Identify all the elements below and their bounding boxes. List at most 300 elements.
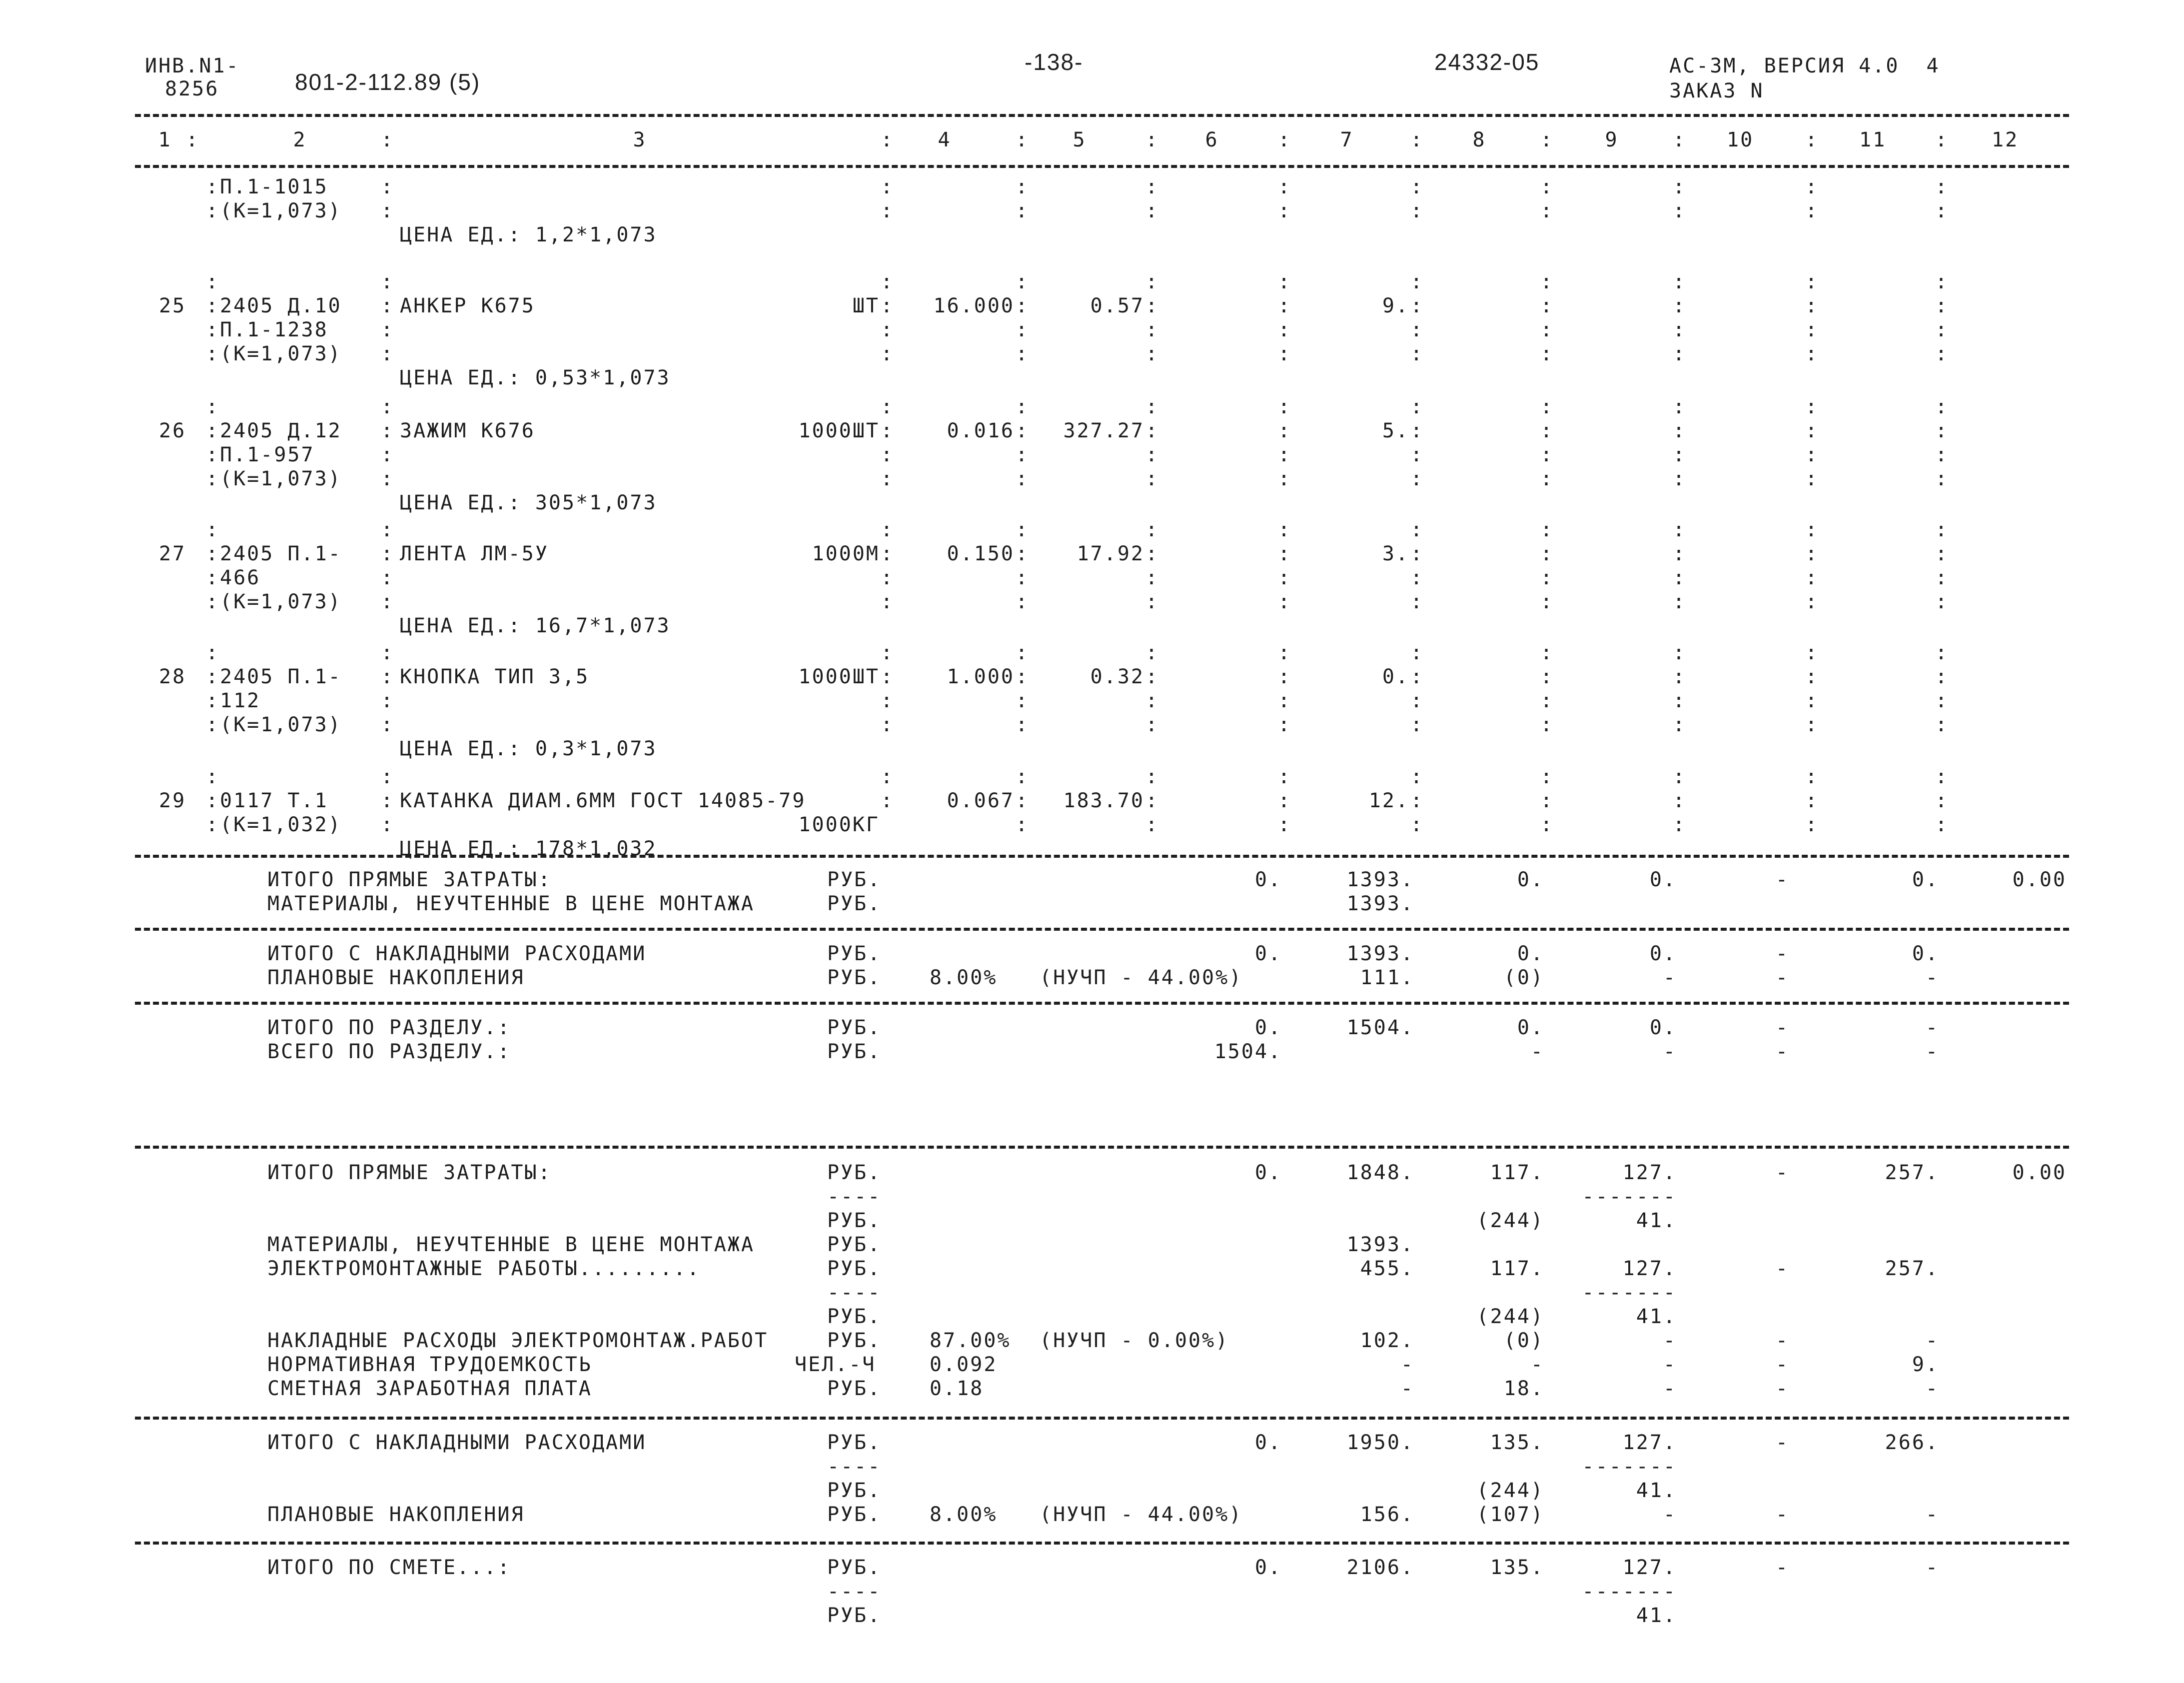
column-separator: :	[1016, 542, 1028, 565]
column-separator: :	[1540, 789, 1553, 812]
summary-c7: 1504.	[1346, 1016, 1414, 1039]
column-separator: :	[381, 566, 393, 589]
column-separator: :	[1145, 765, 1158, 788]
column-separator: :	[1805, 713, 1818, 736]
totals-c12: 0.00	[2012, 1161, 2067, 1184]
column-separator: :	[1410, 765, 1423, 788]
summary-unit: РУБ.	[827, 966, 882, 989]
column-separator: :	[206, 813, 218, 836]
summary-c9: 0.	[1649, 1016, 1677, 1039]
totals-c8: (244)	[1476, 1305, 1544, 1328]
column-separator: :	[206, 342, 218, 365]
entry-price: 0.32	[1090, 665, 1144, 688]
column-separator: :	[1673, 318, 1685, 341]
totals-c8: (107)	[1476, 1503, 1544, 1526]
column-separator: :	[206, 590, 218, 613]
column-separator: :	[186, 128, 198, 151]
summary-unit: РУБ.	[827, 942, 882, 965]
column-separator: :	[206, 665, 218, 688]
column-separator: :	[1016, 689, 1028, 712]
totals-label: ИТОГО ПО СМЕТЕ...:	[267, 1556, 511, 1579]
totals-c7: -	[1400, 1377, 1414, 1400]
column-separator: :	[1540, 467, 1553, 490]
totals-c10: -	[1775, 1556, 1789, 1579]
column-header-4: 4	[938, 128, 952, 151]
column-separator: :	[1410, 467, 1423, 490]
totals-unit: РУБ.	[827, 1431, 882, 1454]
column-separator: :	[1278, 443, 1290, 466]
totals-unit: РУБ.	[827, 1556, 882, 1579]
column-separator: :	[206, 294, 218, 317]
column-separator: :	[881, 467, 893, 490]
column-separator: :	[381, 542, 393, 565]
summary-label: ИТОГО ПО РАЗДЕЛУ.:	[267, 1016, 511, 1039]
totals-c7: 1848.	[1346, 1161, 1414, 1184]
column-separator: :	[1935, 641, 1948, 664]
column-separator: :	[1540, 713, 1553, 736]
column-separator: :	[1278, 641, 1290, 664]
column-separator: :	[1805, 566, 1818, 589]
column-separator: :	[1278, 467, 1290, 490]
summary-note: (НУЧП - 44.00%)	[1040, 966, 1243, 989]
column-separator: :	[1410, 566, 1423, 589]
column-separator: :	[881, 789, 893, 812]
totals-c9: -------	[1582, 1455, 1677, 1478]
column-header-3: 3	[633, 128, 647, 151]
totals-unit: ----	[827, 1455, 882, 1478]
column-separator: :	[1410, 518, 1423, 541]
column-separator: :	[1805, 665, 1818, 688]
column-separator: :	[1673, 395, 1685, 418]
column-separator: :	[1278, 395, 1290, 418]
column-separator: :	[381, 641, 393, 664]
summary-c10: -	[1775, 868, 1789, 891]
column-separator: :	[1805, 542, 1818, 565]
entry-code-line: 2405 П.1-	[220, 665, 342, 688]
entry-unit-price: ЦЕНА ЕД.: 1,2*1,073	[400, 223, 657, 246]
column-separator: :	[206, 765, 218, 788]
summary-c11: -	[1925, 1040, 1939, 1063]
totals-unit: РУБ.	[827, 1329, 882, 1352]
column-separator: :	[1016, 641, 1028, 664]
column-separator: :	[1805, 689, 1818, 712]
column-separator: :	[1278, 789, 1290, 812]
entry-quantity: 0.067	[947, 789, 1015, 812]
totals-c9: 127.	[1622, 1257, 1677, 1280]
column-separator: :	[1540, 665, 1553, 688]
column-separator: :	[1145, 419, 1158, 442]
column-separator: :	[381, 689, 393, 712]
section-rule	[135, 1417, 2069, 1420]
column-separator: :	[881, 566, 893, 589]
column-header-12: 12	[1992, 128, 2019, 151]
column-separator: :	[1935, 566, 1948, 589]
totals-c9: -------	[1582, 1185, 1677, 1208]
column-separator: :	[1145, 270, 1158, 293]
summary-c9: 0.	[1649, 868, 1677, 891]
column-separator: :	[1935, 789, 1948, 812]
summary-unit: РУБ.	[827, 892, 882, 915]
column-separator: :	[881, 294, 893, 317]
column-separator: :	[1805, 789, 1818, 812]
totals-c11: -	[1925, 1556, 1939, 1579]
column-separator: :	[1935, 590, 1948, 613]
column-separator: :	[1278, 689, 1290, 712]
summary-c6: 0.	[1254, 1016, 1282, 1039]
entry-name: АНКЕР К675	[400, 294, 535, 317]
section-rule	[135, 1542, 2069, 1545]
summary-c9: -	[1663, 966, 1677, 989]
column-separator: :	[1673, 443, 1685, 466]
totals-c10: -	[1775, 1257, 1789, 1280]
column-separator: :	[1145, 689, 1158, 712]
column-separator: :	[381, 443, 393, 466]
totals-unit: РУБ.	[827, 1604, 882, 1627]
column-separator: :	[1278, 199, 1290, 222]
section-rule	[135, 928, 2069, 931]
totals-unit: ЧЕЛ.-Ч	[795, 1353, 876, 1376]
column-separator: :	[1278, 294, 1290, 317]
entry-price: 0.57	[1090, 294, 1144, 317]
column-separator: :	[881, 395, 893, 418]
summary-label: ИТОГО ПРЯМЫЕ ЗАТРАТЫ:	[267, 868, 552, 891]
totals-c9: 41.	[1636, 1479, 1677, 1502]
column-separator: :	[1278, 590, 1290, 613]
column-separator: :	[1145, 713, 1158, 736]
entry-unit: 1000М	[812, 542, 880, 565]
totals-label: ПЛАНОВЫЕ НАКОПЛЕНИЯ	[267, 1503, 525, 1526]
column-separator: :	[1145, 566, 1158, 589]
totals-c10: -	[1775, 1503, 1789, 1526]
summary-unit: РУБ.	[827, 1040, 882, 1063]
totals-c8: (244)	[1476, 1479, 1544, 1502]
column-separator: :	[206, 713, 218, 736]
entry-name: КАТАНКА ДИАМ.6ММ ГОСТ 14085-79	[400, 789, 806, 812]
column-separator: :	[1016, 518, 1028, 541]
column-separator: :	[881, 270, 893, 293]
summary-c11: 0.	[1912, 942, 1939, 965]
column-separator: :	[1278, 518, 1290, 541]
column-separator: :	[1016, 128, 1028, 151]
totals-c7: -	[1400, 1353, 1414, 1376]
column-separator: :	[1410, 665, 1423, 688]
totals-c9: -	[1663, 1353, 1677, 1376]
column-separator: :	[1145, 518, 1158, 541]
summary-c6: 0.	[1254, 868, 1282, 891]
column-separator: :	[1540, 128, 1553, 151]
column-separator: :	[1540, 765, 1553, 788]
column-separator: :	[881, 318, 893, 341]
summary-c9: -	[1663, 1040, 1677, 1063]
column-separator: :	[1540, 175, 1553, 198]
entry-code-line: 2405 П.1-	[220, 542, 342, 565]
column-separator: :	[381, 199, 393, 222]
column-separator: :	[1540, 318, 1553, 341]
totals-c9: -------	[1582, 1281, 1677, 1304]
column-separator: :	[1540, 395, 1553, 418]
entry-quantity: 16.000	[933, 294, 1015, 317]
column-separator: :	[1673, 689, 1685, 712]
summary-c7: 1393.	[1346, 942, 1414, 965]
totals-label: НОРМАТИВНАЯ ТРУДОЕМКОСТЬ	[267, 1353, 592, 1376]
totals-c11: 257.	[1885, 1161, 1939, 1184]
column-separator: :	[1016, 443, 1028, 466]
column-separator: :	[1935, 813, 1948, 836]
entry-code-line: 2405 Д.10	[220, 294, 342, 317]
column-separator: :	[881, 419, 893, 442]
column-separator: :	[1410, 419, 1423, 442]
summary-label: МАТЕРИАЛЫ, НЕУЧТЕННЫЕ В ЦЕНЕ МОНТАЖА	[267, 892, 755, 915]
column-separator: :	[1278, 419, 1290, 442]
column-separator: :	[381, 518, 393, 541]
column-header-6: 6	[1205, 128, 1219, 151]
entry-code-line: (К=1,073)	[220, 467, 342, 490]
entry-number: 29	[159, 789, 186, 812]
summary-unit: РУБ.	[827, 868, 882, 891]
column-separator: :	[1673, 294, 1685, 317]
entry-code-line: 112	[220, 689, 261, 712]
totals-c9: -	[1663, 1377, 1677, 1400]
entry-unit: 1000ШТ	[798, 419, 880, 442]
column-separator: :	[1410, 175, 1423, 198]
column-separator: :	[1410, 542, 1423, 565]
column-separator: :	[1805, 641, 1818, 664]
entry-unit: ШТ	[852, 294, 880, 317]
summary-c8: (0)	[1503, 966, 1544, 989]
column-separator: :	[1016, 590, 1028, 613]
entry-price: 327.27	[1063, 419, 1144, 442]
summary-c10: -	[1775, 1040, 1789, 1063]
column-separator: :	[1145, 641, 1158, 664]
totals-c7: 2106.	[1346, 1556, 1414, 1579]
entry-code-line: 2405 Д.12	[220, 419, 342, 442]
column-separator: :	[381, 789, 393, 812]
column-separator: :	[1805, 294, 1818, 317]
column-separator: :	[1278, 128, 1290, 151]
totals-unit: РУБ.	[827, 1233, 882, 1256]
column-separator: :	[1410, 199, 1423, 222]
inventory-number: 8256	[165, 77, 219, 100]
order-number: ЗАКАЗ N	[1669, 79, 1764, 102]
column-header-2: 2	[293, 128, 307, 151]
entry-number: 25	[159, 294, 186, 317]
totals-c7: 455.	[1360, 1257, 1414, 1280]
totals-c10: -	[1775, 1431, 1789, 1454]
column-separator: :	[206, 566, 218, 589]
header-rule-bottom	[135, 165, 2069, 168]
section-rule-1	[135, 855, 2069, 858]
column-separator: :	[206, 395, 218, 418]
totals-c9: -	[1663, 1503, 1677, 1526]
column-header-5: 5	[1073, 128, 1087, 151]
column-separator: :	[1935, 318, 1948, 341]
column-separator: :	[1016, 318, 1028, 341]
entry-code-line: (К=1,073)	[220, 199, 342, 222]
entry-price: 17.92	[1077, 542, 1144, 565]
totals-c10: -	[1775, 1329, 1789, 1352]
summary-c6: 0.	[1254, 942, 1282, 965]
column-separator: :	[206, 518, 218, 541]
column-separator: :	[881, 128, 893, 151]
column-separator: :	[1145, 199, 1158, 222]
column-separator: :	[1935, 518, 1948, 541]
entry-unit-price: ЦЕНА ЕД.: 305*1,073	[400, 491, 657, 514]
totals-unit: ----	[827, 1281, 882, 1304]
column-separator: :	[381, 318, 393, 341]
column-separator: :	[1540, 641, 1553, 664]
entry-code-line: 466	[220, 566, 261, 589]
totals-c8: 135.	[1490, 1556, 1544, 1579]
entry-quantity: 1.000	[947, 665, 1015, 688]
column-separator: :	[206, 175, 218, 198]
column-separator: :	[1410, 813, 1423, 836]
column-separator: :	[1673, 128, 1685, 151]
entry-unit: 1000КГ	[798, 813, 880, 836]
totals-label: ИТОГО С НАКЛАДНЫМИ РАСХОДАМИ	[267, 1431, 647, 1454]
entry-code-line: П.1-957	[220, 443, 315, 466]
entry-quantity: 0.016	[947, 419, 1015, 442]
column-separator: :	[1540, 294, 1553, 317]
column-separator: :	[1805, 270, 1818, 293]
column-separator: :	[881, 199, 893, 222]
totals-rate: 0.092	[930, 1353, 998, 1376]
column-separator: :	[1278, 342, 1290, 365]
column-separator: :	[1935, 342, 1948, 365]
column-separator: :	[1410, 128, 1423, 151]
entry-number: 26	[159, 419, 186, 442]
entry-quantity: 0.150	[947, 542, 1015, 565]
column-separator: :	[1935, 270, 1948, 293]
column-separator: :	[1410, 395, 1423, 418]
totals-c11: -	[1925, 1503, 1939, 1526]
column-separator: :	[1145, 175, 1158, 198]
column-separator: :	[881, 518, 893, 541]
column-separator: :	[1935, 128, 1948, 151]
totals-unit: РУБ.	[827, 1257, 882, 1280]
column-separator: :	[1278, 566, 1290, 589]
totals-unit: РУБ.	[827, 1305, 882, 1328]
column-separator: :	[1145, 665, 1158, 688]
column-separator: :	[1410, 641, 1423, 664]
column-separator: :	[1805, 813, 1818, 836]
summary-c9: 0.	[1649, 942, 1677, 965]
column-separator: :	[1935, 294, 1948, 317]
column-separator: :	[1410, 318, 1423, 341]
totals-c9: 127.	[1622, 1161, 1677, 1184]
entry-cost: 3.	[1382, 542, 1409, 565]
column-separator: :	[1935, 175, 1948, 198]
section-rule	[135, 1002, 2069, 1005]
column-separator: :	[1540, 590, 1553, 613]
column-separator: :	[1673, 641, 1685, 664]
column-separator: :	[1278, 665, 1290, 688]
column-separator: :	[206, 318, 218, 341]
column-separator: :	[1016, 713, 1028, 736]
column-separator: :	[206, 542, 218, 565]
column-separator: :	[1410, 789, 1423, 812]
column-separator: :	[1805, 199, 1818, 222]
totals-c8: 117.	[1490, 1257, 1544, 1280]
column-separator: :	[1673, 419, 1685, 442]
totals-unit: РУБ.	[827, 1209, 882, 1232]
inventory-label: ИНВ.N1-	[145, 54, 240, 77]
totals-c6: 0.	[1254, 1556, 1282, 1579]
column-separator: :	[1805, 395, 1818, 418]
column-separator: :	[1805, 467, 1818, 490]
column-header-1: 1	[158, 128, 172, 151]
totals-c8: -	[1530, 1353, 1544, 1376]
column-separator: :	[1278, 270, 1290, 293]
entry-code-line: П.1-1238	[220, 318, 328, 341]
totals-c8: (244)	[1476, 1209, 1544, 1232]
entry-code-line: (К=1,073)	[220, 590, 342, 613]
totals-rate: 87.00%	[930, 1329, 1011, 1352]
column-separator: :	[1805, 318, 1818, 341]
column-header-9: 9	[1605, 128, 1619, 151]
column-separator: :	[1673, 467, 1685, 490]
entry-name: КНОПКА ТИП 3,5	[400, 665, 590, 688]
summary-c12: 0.00	[2012, 868, 2067, 891]
entry-unit: 1000ШТ	[798, 665, 880, 688]
totals-c8: 18.	[1503, 1377, 1544, 1400]
entry-unit-price: ЦЕНА ЕД.: 16,7*1,073	[400, 614, 671, 637]
totals-c8: (0)	[1503, 1329, 1544, 1352]
column-separator: :	[1410, 590, 1423, 613]
totals-unit: РУБ.	[827, 1161, 882, 1184]
summary-rate: 8.00%	[930, 966, 998, 989]
entry-code-line: 0117 Т.1	[220, 789, 328, 812]
column-separator: :	[881, 689, 893, 712]
column-separator: :	[1016, 813, 1028, 836]
column-separator: :	[206, 689, 218, 712]
column-separator: :	[1805, 342, 1818, 365]
column-separator: :	[1016, 467, 1028, 490]
entry-cost: 12.	[1368, 789, 1409, 812]
column-separator: :	[1540, 270, 1553, 293]
totals-rate: 8.00%	[930, 1503, 998, 1526]
column-separator: :	[206, 789, 218, 812]
column-separator: :	[881, 342, 893, 365]
column-separator: :	[1805, 443, 1818, 466]
totals-rate: 0.18	[930, 1377, 984, 1400]
column-separator: :	[1805, 590, 1818, 613]
totals-c10: -	[1775, 1377, 1789, 1400]
column-separator: :	[381, 713, 393, 736]
column-separator: :	[1410, 689, 1423, 712]
column-separator: :	[381, 590, 393, 613]
column-separator: :	[881, 175, 893, 198]
entry-unit-price: ЦЕНА ЕД.: 178*1,032	[400, 837, 657, 860]
totals-unit: РУБ.	[827, 1377, 882, 1400]
column-separator: :	[1673, 713, 1685, 736]
column-separator: :	[1016, 199, 1028, 222]
summary-c10: -	[1775, 966, 1789, 989]
summary-c7: 1393.	[1346, 868, 1414, 891]
summary-label: ПЛАНОВЫЕ НАКОПЛЕНИЯ	[267, 966, 525, 989]
column-separator: :	[1016, 270, 1028, 293]
summary-c8: 0.	[1517, 1016, 1544, 1039]
column-separator: :	[1935, 443, 1948, 466]
column-separator: :	[206, 419, 218, 442]
column-separator: :	[381, 813, 393, 836]
summary-c8: 0.	[1517, 942, 1544, 965]
totals-label: ЭЛЕКТРОМОНТАЖНЫЕ РАБОТЫ.........	[267, 1257, 701, 1280]
column-separator: :	[1673, 665, 1685, 688]
column-header-8: 8	[1472, 128, 1486, 151]
summary-c10: -	[1775, 1016, 1789, 1039]
entry-number: 28	[159, 665, 186, 688]
column-separator: :	[1935, 419, 1948, 442]
